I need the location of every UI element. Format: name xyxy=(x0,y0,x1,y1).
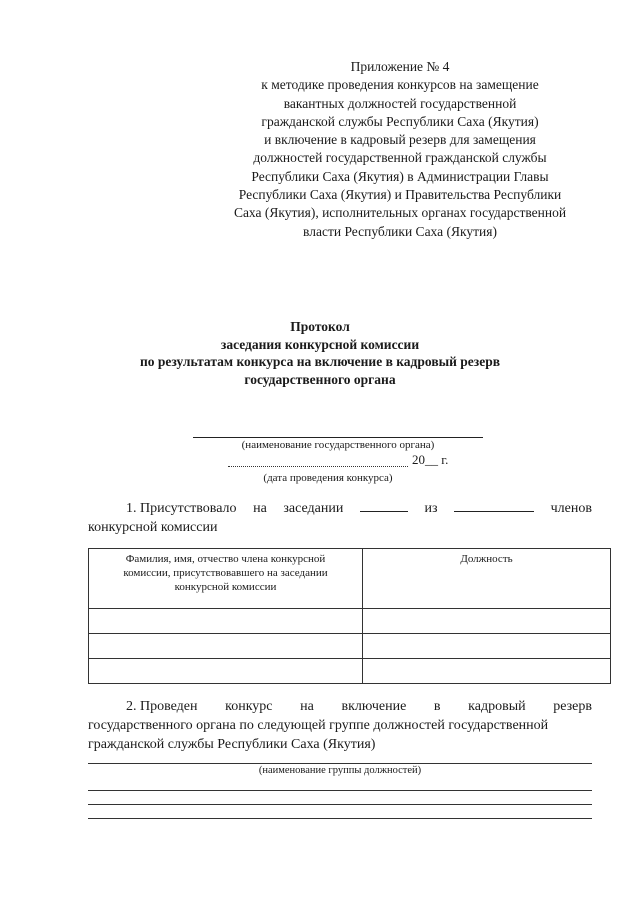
blank-line xyxy=(88,804,592,805)
table-cell xyxy=(363,634,611,659)
column-header-name: Фамилия, имя, отчество члена конкурсной комиссии, присутствовавшего на заседании конкурсной комиссии xyxy=(89,549,363,609)
paragraph-1-line-1 xyxy=(88,499,592,518)
total-count-blank xyxy=(454,499,534,512)
org-name-caption: (наименование государственного органа) xyxy=(241,439,435,451)
paragraph-word: на xyxy=(253,501,267,516)
title-line: по результатам конкурса на включение в кадровый резерв xyxy=(139,354,501,369)
column-header-position: Должность xyxy=(363,549,611,609)
paragraph-2 xyxy=(88,697,592,754)
title-line: Протокол xyxy=(290,319,350,334)
blank-line xyxy=(88,790,592,791)
document-title xyxy=(80,318,560,388)
paragraph-1 xyxy=(88,499,592,537)
appendix-line: и включение в кадровый резерв для замещения xyxy=(264,132,536,148)
paragraph-word: резерв xyxy=(553,699,592,714)
group-name-blank xyxy=(88,763,592,764)
table-cell xyxy=(89,659,363,684)
table-header-row xyxy=(89,549,611,609)
members-table xyxy=(88,548,611,684)
paragraph-word: заседании xyxy=(283,501,344,516)
appendix-line: власти Республики Саха (Якутия) xyxy=(303,223,497,239)
appendix-line: должностей государственной гражданской службы xyxy=(253,150,547,166)
date-caption: (дата проведения конкурса) xyxy=(263,472,393,484)
paragraph-1-line-2: конкурсной комиссии xyxy=(88,520,218,535)
date-year: 20__ г. xyxy=(412,452,449,467)
paragraph-word: кадровый xyxy=(468,699,526,714)
paragraph-word: конкурс xyxy=(225,699,273,714)
appendix-header xyxy=(190,58,610,241)
appendix-line: Республики Саха (Якутия) в Администрации Главы xyxy=(251,168,549,184)
present-count-blank xyxy=(360,499,408,512)
paragraph-word: в xyxy=(433,699,441,714)
appendix-line: Приложение № 4 xyxy=(350,59,450,74)
paragraph-2-line-3: гражданской службы Республики Саха (Якутия) xyxy=(88,737,376,752)
appendix-line: к методике проведения конкурсов на замещение xyxy=(261,77,539,93)
paragraph-word: 2. Проведен xyxy=(126,699,198,714)
table-cell xyxy=(363,659,611,684)
paragraph-word: 1. Присутствовало xyxy=(126,501,237,516)
date-row xyxy=(228,452,468,470)
date-blank xyxy=(228,466,408,467)
title-line: заседания конкурсной комиссии xyxy=(220,336,420,352)
table-cell xyxy=(363,609,611,634)
paragraph-word: из xyxy=(424,501,438,516)
appendix-line: Саха (Якутия), исполнительных органах государственной xyxy=(233,205,567,221)
org-name-blank xyxy=(193,437,483,438)
paragraph-2-line-1 xyxy=(88,697,592,716)
group-name-caption: (наименование группы должностей) xyxy=(258,765,422,776)
title-line: государственного органа xyxy=(244,371,396,387)
table-row xyxy=(89,659,611,684)
appendix-line: Республики Саха (Якутия) и Правительства Республики xyxy=(238,187,562,203)
paragraph-word: включение xyxy=(341,699,407,714)
paragraph-2-line-2: государственного органа по следующей группе должностей государственной xyxy=(88,718,549,733)
paragraph-word: членов xyxy=(550,501,592,516)
table-row xyxy=(89,634,611,659)
blank-line xyxy=(88,818,592,819)
appendix-line: вакантных должностей государственной xyxy=(283,95,517,111)
paragraph-word: на xyxy=(300,699,314,714)
table-cell xyxy=(89,609,363,634)
table-cell xyxy=(89,634,363,659)
table-row xyxy=(89,609,611,634)
appendix-line: гражданской службы Республики Саха (Якутия) xyxy=(261,113,539,129)
